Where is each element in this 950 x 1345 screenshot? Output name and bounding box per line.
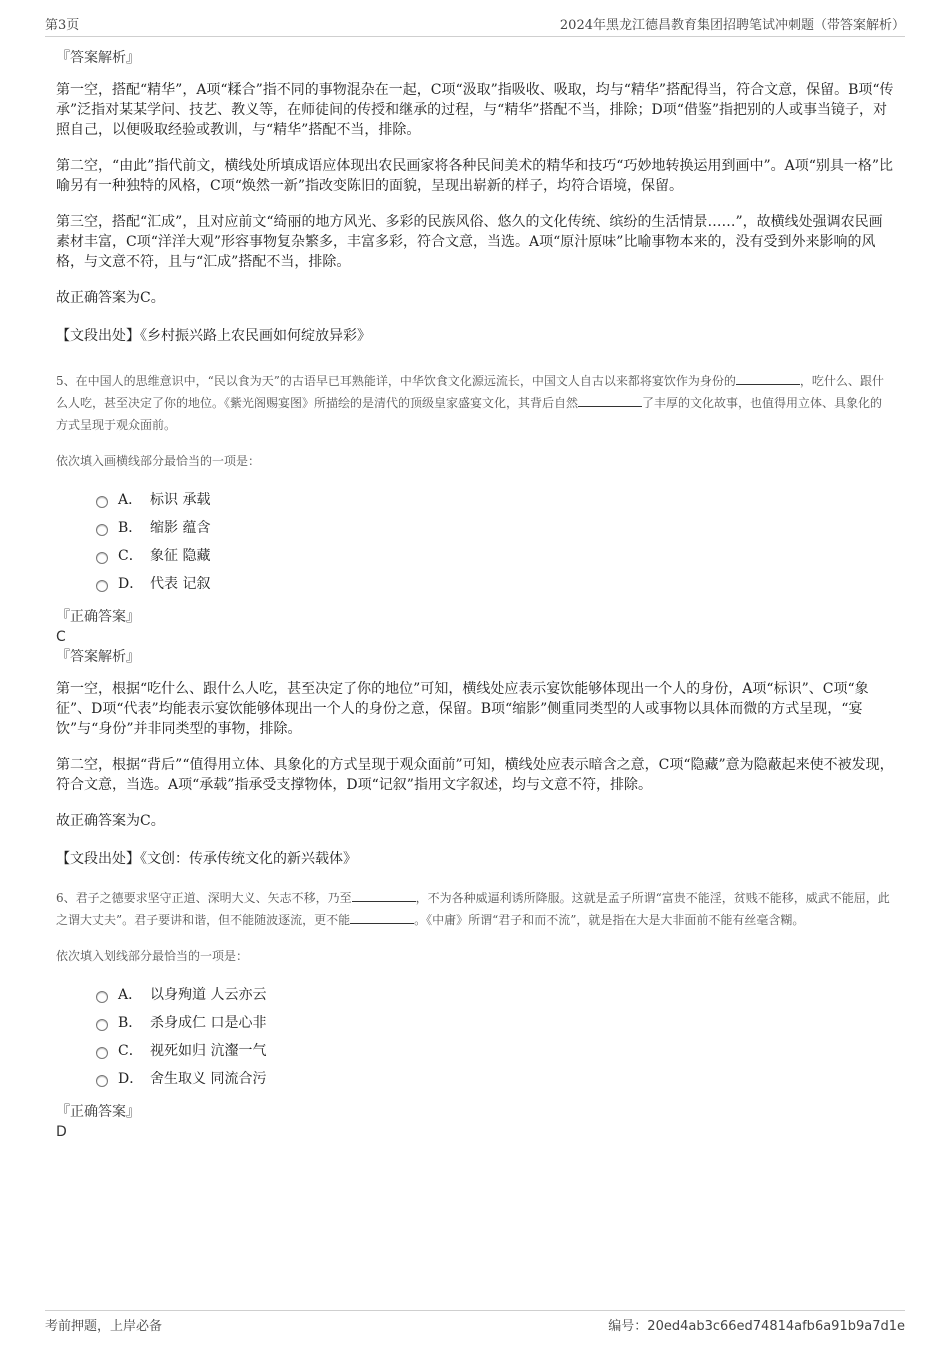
- radio-icon[interactable]: [96, 524, 108, 536]
- question-text: ，不为各种威逼利诱所降服。这就是孟子所谓“富贵不能淫，贫贱不能移，威武不能屈，此之谓大丈夫”。君子要讲和谐，但不能随波逐流，更不能: [56, 891, 890, 927]
- fill-blank: [736, 384, 800, 385]
- option-d[interactable]: [96, 1064, 894, 1092]
- option-text: 代表 记叙: [150, 576, 211, 592]
- radio-icon[interactable]: [96, 580, 108, 592]
- analysis-paragraph: 第二空，“由此”指代前文，横线处所填成语应体现出农民画家将各种民间美术的精华和技巧“巧妙地转换运用到画中”。A项“别具一格”比喻另有一种独特的风格，C项“焕然一新”指改变陈旧的面貌，呈现出崭新的样子，均符合语境，保留。: [56, 158, 894, 194]
- radio-icon[interactable]: [96, 991, 108, 1003]
- options-list: [96, 980, 894, 1092]
- option-letter: B．: [118, 520, 143, 536]
- question-text: 了丰厚的文化故事，也值得用立体、具象化的方式呈现于观众面前。: [56, 396, 883, 432]
- option-letter: D．: [118, 1071, 144, 1087]
- page-number: 第3页: [45, 18, 80, 33]
- source-citation: 【文段出处】《乡村振兴路上农民画如何绽放异彩》: [56, 328, 371, 344]
- conclusion: 故正确答案为C。: [56, 813, 165, 829]
- option-c[interactable]: [96, 1036, 894, 1064]
- option-text: 视死如归 沆瀣一气: [150, 1043, 267, 1059]
- question-5: [56, 370, 894, 436]
- option-text: 象征 隐藏: [150, 548, 211, 564]
- question-text: 。《中庸》所谓“君子和而不流”，就是指在大是大非面前不能有丝毫含糊。: [414, 913, 805, 927]
- option-letter: C．: [118, 1043, 143, 1059]
- footer-slogan: 考前押题，上岸必备: [45, 1319, 163, 1334]
- radio-icon[interactable]: [96, 1075, 108, 1087]
- option-text: 标识 承载: [150, 492, 211, 508]
- option-letter: B．: [118, 1015, 143, 1031]
- correct-answer: D: [56, 1124, 67, 1140]
- option-b[interactable]: [96, 1008, 894, 1036]
- radio-icon[interactable]: [96, 1019, 108, 1031]
- source-citation: 【文段出处】《文创：传承传统文化的新兴载体》: [56, 851, 357, 867]
- question-text: ，吃什么、跟什么人吃，甚至决定了你的地位。《紫光阁赐宴图》所描绘的是清代的顶级皇家盛宴文化，其背后自然: [56, 374, 884, 410]
- option-text: 杀身成仁 口是心非: [150, 1015, 267, 1031]
- correct-answer-label: 『正确答案』: [56, 1104, 140, 1120]
- fill-blank: [578, 406, 642, 407]
- analysis-label: 『答案解析』: [56, 649, 140, 665]
- code-label: 编号：: [608, 1319, 648, 1334]
- option-letter: A．: [118, 987, 143, 1003]
- option-a[interactable]: [96, 980, 894, 1008]
- option-text: 舍生取义 同流合污: [150, 1071, 267, 1087]
- option-text: 以身殉道 人云亦云: [150, 987, 267, 1003]
- option-letter: D．: [118, 576, 144, 592]
- option-letter: A．: [118, 492, 143, 508]
- option-b[interactable]: [96, 513, 894, 541]
- document-code: [608, 1315, 905, 1334]
- options-list: [96, 485, 894, 597]
- radio-icon[interactable]: [96, 552, 108, 564]
- option-d[interactable]: [96, 569, 894, 597]
- option-a[interactable]: [96, 485, 894, 513]
- analysis-paragraph: 第三空，搭配“汇成”，且对应前文“绮丽的地方风光、多彩的民族风俗、悠久的文化传统、缤纷的生活情景……”，故横线处强调农民画素材丰富，C项“洋洋大观”形容事物复杂繁多，丰富多彩，符合文意，当选。A项“原汁原味”比喻事物本来的，没有受到外来影响的风格，与文意不符，且与“汇成”搭配不当，排除。: [56, 214, 883, 270]
- code-value: 20ed4ab3c66ed74814afb6a91b9a7d1e: [647, 1319, 905, 1334]
- option-letter: C．: [118, 548, 143, 564]
- conclusion: 故正确答案为C。: [56, 290, 165, 306]
- question-text: 6、君子之德要求坚守正道、深明大义、矢志不移，乃至: [56, 891, 352, 905]
- analysis-label: 『答案解析』: [56, 50, 140, 66]
- radio-icon[interactable]: [96, 496, 108, 508]
- option-text: 缩影 蕴含: [150, 520, 211, 536]
- question-prompt: 依次填入画横线部分最恰当的一项是：: [56, 454, 261, 468]
- correct-answer-label: 『正确答案』: [56, 609, 140, 625]
- page-header: [45, 14, 905, 37]
- analysis-paragraph: 第一空，根据“吃什么、跟什么人吃，甚至决定了你的地位”可知，横线处应表示宴饮能够体现出一个人的身份，A项“标识”、C项“象征”、D项“代表”均能表示宴饮能够体现出一个人的身份之意，保留。B项“缩影”侧重同类型的人或事物以具体而微的方式呈现，“宴饮”与“身份”并非同类型的事物，排除。: [56, 681, 869, 737]
- fill-blank: [350, 923, 414, 924]
- fill-blank: [352, 901, 416, 902]
- analysis-paragraph: 第一空，搭配“精华”，A项“糅合”指不同的事物混杂在一起，C项“汲取”指吸收、吸取，均与“精华”搭配得当，符合文意，保留。B项“传承”泛指对某某学问、技艺、教义等，在师徒间的传授和继承的过程，与“精华”搭配不当，排除；D项“借鉴”指把别的人或事当镜子，对照自己，以便吸取经验或教训，与“精华”搭配不当，排除。: [56, 82, 894, 138]
- radio-icon[interactable]: [96, 1047, 108, 1059]
- question-prompt: 依次填入划线部分最恰当的一项是：: [56, 949, 249, 963]
- option-c[interactable]: [96, 541, 894, 569]
- main-content: [56, 48, 894, 1142]
- page-footer: [45, 1310, 905, 1334]
- question-text: 5、在中国人的思维意识中，“民以食为天”的古语早已耳熟能详，中华饮食文化源远流长，中国文人自古以来都将宴饮作为身份的: [56, 374, 736, 388]
- question-6: [56, 887, 894, 931]
- analysis-paragraph: 第二空，根据“背后”“值得用立体、具象化的方式呈现于观众面前”可知，横线处应表示暗含之意，C项“隐藏”意为隐蔽起来使不被发现，符合文意，当选。A项“承载”指承受支撑物体，D项“记叙”指用文字叙述，均与文意不符，排除。: [56, 757, 894, 793]
- correct-answer: C: [56, 629, 66, 645]
- document-title: 2024年黑龙江德昌教育集团招聘笔试冲刺题（带答案解析）: [559, 18, 905, 33]
